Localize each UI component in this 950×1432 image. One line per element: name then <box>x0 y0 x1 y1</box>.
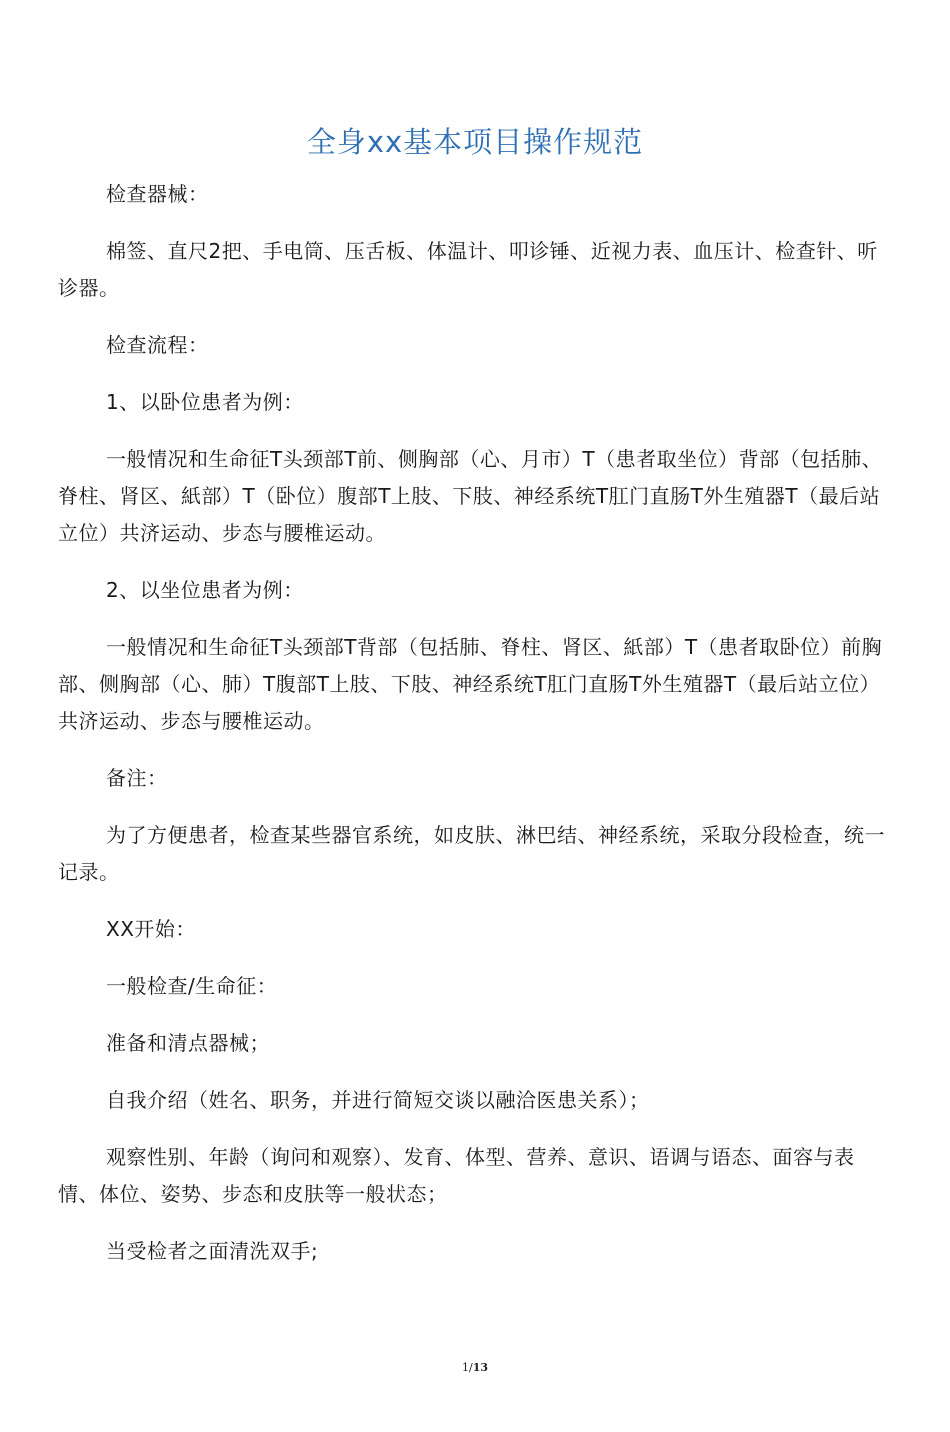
document-body <box>58 176 894 1290</box>
paragraph-instruments-list: 棉签、直尺2把、手电筒、压舌板、体温计、叩诊锤、近视力表、血压计、检查针、听诊器。 <box>58 239 878 300</box>
paragraph-observe: 观察性别、年龄（询问和观察）、发育、体型、营养、意识、语调与语态、面容与表情、体位、姿势、步态和皮肤等一般状态； <box>58 1145 855 1206</box>
page-total: 13 <box>472 1361 489 1374</box>
paragraph-introduce: 自我介绍（姓名、职务，并进行简短交谈以融洽医患关系）； <box>106 1088 650 1112</box>
paragraph-notes-heading: 备注： <box>106 766 168 790</box>
paragraph-general-exam: 一般检查/生命征： <box>106 974 278 998</box>
paragraph-prepare: 准备和清点器械； <box>106 1031 270 1055</box>
paragraph-sitting-heading: 2、以坐位患者为例： <box>106 578 304 602</box>
paragraph-sitting-sequence: 一般情况和生命征T头颈部T背部（包括肺、脊柱、肾区、紙部）T（患者取卧位）前胸部、侧胸部（心、肺）T腹部T上肢、下肢、神经系统T肛门直肠T外生殖器T（最后站立位）共济运动、步态与腰椎运动。 <box>58 635 883 733</box>
page-number <box>0 1361 950 1374</box>
paragraph-supine-heading: 1、以卧位患者为例： <box>106 390 304 414</box>
paragraph-notes-body: 为了方便患者，检查某些器官系统，如皮肤、淋巴结、神经系统，采取分段检查，统一记录。 <box>58 823 885 884</box>
paragraph-instruments-heading: 检查器械： <box>106 182 209 206</box>
paragraph-supine-sequence: 一般情况和生命征T头颈部T前、侧胸部（心、月市）T（患者取坐位）背部（包括肺、脊柱、肾区、紙部）T（卧位）腹部T上肢、下肢、神经系统T肛门直肠T外生殖器T（最后站立位）共济运动、步态与腰椎运动。 <box>58 447 883 545</box>
paragraph-start-heading: XX开始： <box>106 917 196 941</box>
paragraph-process-heading: 检查流程： <box>106 333 209 357</box>
paragraph-wash-hands: 当受检者之面清洗双手; <box>106 1239 319 1263</box>
document-title: 全身xx基本项目操作规范 <box>306 125 644 159</box>
page-current: 1/ <box>461 1361 473 1374</box>
